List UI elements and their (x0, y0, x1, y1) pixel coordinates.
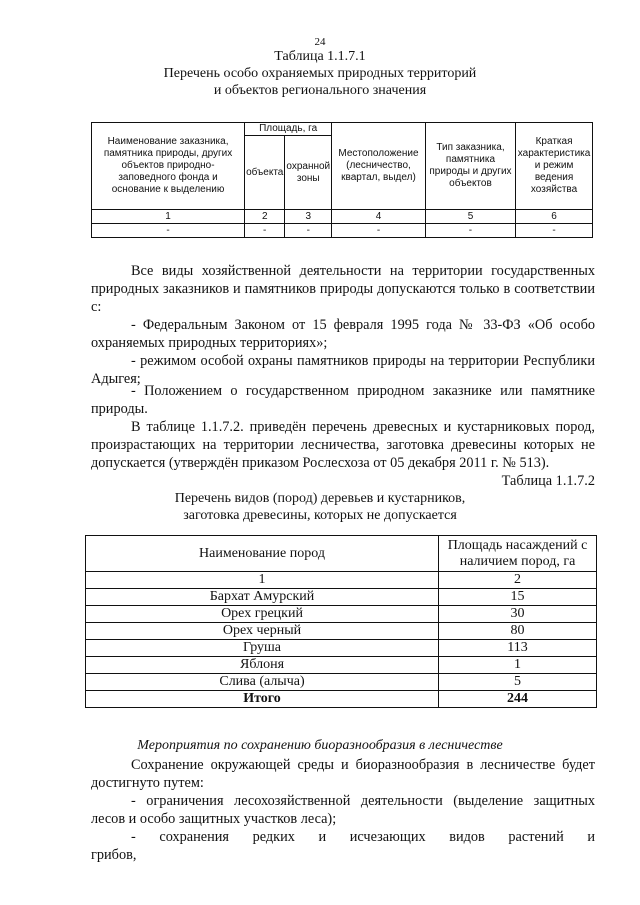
col-number-4: 4 (332, 210, 426, 224)
species-name: Орех грецкий (86, 606, 439, 623)
table-row (86, 606, 597, 623)
header-area: Площадь насаждений с наличием пород, га (439, 536, 597, 572)
table-cell: - (332, 224, 426, 238)
table-row (86, 674, 597, 691)
table-cell: - (92, 224, 245, 238)
col-number-5: 5 (425, 210, 515, 224)
total-value: 244 (439, 691, 597, 708)
list-item: - сохранения редких и исчезающих видов растений и грибов, (91, 829, 595, 863)
species-name: Бархат Амурский (86, 589, 439, 606)
species-area: 5 (439, 674, 597, 691)
col-number-1: 1 (86, 572, 439, 589)
header-name: Наименование заказника, памятника природы, других объектов природно-заповедного фонда и основание к выделению (92, 123, 245, 210)
table1-title-line1: Перечень особо охраняемых природных территорий (163, 66, 477, 81)
table-row (86, 640, 597, 657)
header-area-zone: охранной зоны (285, 136, 332, 210)
table-cell: - (285, 224, 332, 238)
table2-label: Таблица 1.1.7.2 (501, 473, 595, 489)
table1-label: Таблица 1.1.7.1 (274, 49, 366, 64)
tree-species-table (85, 535, 597, 708)
species-area: 113 (439, 640, 597, 657)
col-number-3: 3 (285, 210, 332, 224)
protected-areas-table (91, 122, 593, 238)
species-name: Слива (алыча) (86, 674, 439, 691)
species-name: Груша (86, 640, 439, 657)
paragraph: В таблице 1.1.7.2. приведён перечень древесных и кустарниковых пород, произрастающих на территории лесничества, заготовка древесины которых не допускается (утверждён приказом Рослесхоза от 05 декабря 2011 г. № 513). (91, 419, 595, 471)
table-row (86, 657, 597, 674)
species-area: 80 (439, 623, 597, 640)
list-item: - Положением о государственном природном заказнике или памятнике природы. (91, 383, 595, 417)
header-characteristic: Краткая характеристика и режим ведения хозяйства (516, 123, 593, 210)
paragraph: Сохранение окружающей среды и биоразнообразия в лесничестве будет достигнуто путем: (91, 757, 595, 791)
paragraph: Все виды хозяйственной деятельности на территории государственных природных заказников и памятников природы допускаются только в соответствии с: (91, 263, 595, 315)
list-item: - режимом особой охраны памятников природы на территории Республики Адыгея; (91, 353, 595, 387)
list-item: - ограничения лесохозяйственной деятельности (выделение защитных лесов и особо защитных участков леса); (91, 793, 595, 827)
page-number: 24 (314, 36, 326, 48)
table-row (86, 623, 597, 640)
species-name: Орех черный (86, 623, 439, 640)
header-location: Местоположение (лесничество, квартал, выдел) (332, 123, 426, 210)
section-heading: Мероприятия по сохранению биоразнообразия в лесничестве (137, 738, 503, 753)
table1-caption (0, 48, 640, 99)
col-number-2: 2 (245, 210, 285, 224)
table-row (86, 589, 597, 606)
table-cell: - (425, 224, 515, 238)
list-item: - Федеральным Законом от 15 февраля 1995 года № 33-ФЗ «Об особо охраняемых природных территориях»; (91, 317, 595, 351)
table2-caption (0, 490, 640, 524)
col-number-1: 1 (92, 210, 245, 224)
species-area: 1 (439, 657, 597, 674)
species-area: 15 (439, 589, 597, 606)
col-number-6: 6 (516, 210, 593, 224)
header-type: Тип заказника, памятника природы и других объектов (425, 123, 515, 210)
species-name: Яблоня (86, 657, 439, 674)
table2-title-line2: заготовка древесины, которых не допускается (183, 508, 457, 523)
total-row (86, 691, 597, 708)
table2-title-line1: Перечень видов (пород) деревьев и кустарников, (174, 491, 466, 506)
header-area-object: объекта (245, 136, 285, 210)
species-area: 30 (439, 606, 597, 623)
header-species: Наименование пород (86, 536, 439, 572)
table-cell: - (245, 224, 285, 238)
table1-title-line2: и объектов регионального значения (213, 83, 427, 98)
col-number-2: 2 (439, 572, 597, 589)
total-label: Итого (86, 691, 439, 708)
header-area: Площадь, га (245, 123, 332, 136)
table-cell: - (516, 224, 593, 238)
